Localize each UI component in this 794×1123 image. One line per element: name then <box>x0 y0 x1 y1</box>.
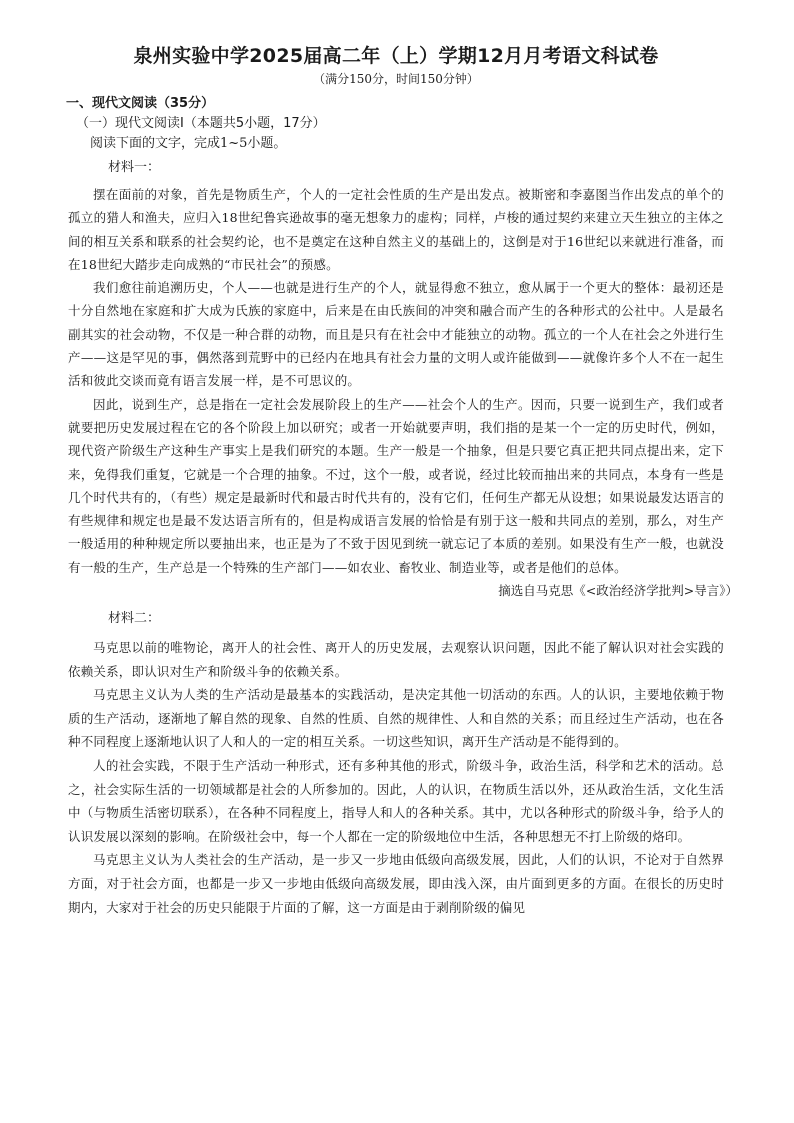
subsection-heading: （一）现代文阅读Ⅰ（本题共5小题，17分） <box>76 116 326 131</box>
exam-subtitle: （满分150分，时间150分钟） <box>313 72 479 86</box>
material-one-label: 材料一： <box>108 160 161 175</box>
reading-instruction: 阅读下面的文字，完成1~5小题。 <box>90 136 287 151</box>
material-one <box>68 159 738 602</box>
material-one-source: 摘选自马克思《<政治经济学批判>导言》） <box>498 583 738 599</box>
material-two-label: 材料二： <box>108 611 161 627</box>
material-one-paragraph: 摆在面前的对象，首先是物质生产，个人的一定社会性质的生产是出发点。被斯密和李嘉图当作出发点的单个的孤立的猎人和渔夫，应归入18世纪鲁宾逊故事的毫无想象力的虚构；同样，卢梭的通过契约来建立天生独立的主体之间的相互关系和联系的社会契约论，也不是奠定在这种自然主义的基础上的，这倒是对于16世纪以来就进行准备，而在18世纪大踏步走向成熟的“市民社会”的预感。 <box>68 187 724 272</box>
material-two-paragraph: 马克思主义认为人类社会的生产活动，是一步又一步地由低级向高级发展，因此，人们的认识，不论对于自然界方面，对于社会方面，也都是一步又一步地由低级向高级发展，即由浅入深，由片面到更多的方面。在很长的历史时期内，大家对于社会的历史只能限于片面的了解，这一方面是由于剥削阶级的偏见 <box>68 852 724 915</box>
material-one-paragraph: 因此，说到生产，总是指在一定社会发展阶段上的生产——社会个人的生产。因而，只要一说到生产，我们或者就要把历史发展过程在它的各个阶段上加以研究；或者一开始就要声明，我们指的是某一个一定的历史时代，例如，现代资产阶级生产这种生产事实上是我们研究的本题。生产一般是一个抽象，但是只要它真正把共同点提出来，定下来，免得我们重复，它就是一个合理的抽象。不过，这个一般，或者说，经过比较而抽出来的共同点，本身有一些是几个时代共有的，（有些）规定是最新时代和最古时代共有的，没有它们，任何生产都无从设想；如果说最发达语言的有些规律和规定也是最不发达语言所有的，但是构成语言发展的恰恰是有别于这一般和共同点的差别，那么，对生产一般适用的种种规定所以要抽出来，也正是为了不致于因见到统一就忘记了本质的差别。如果没有生产一般，也就没有一般的生产，生产总是一个特殊的生产部门——如农业、畜牧业、制造业等，或者是他们的总体。 <box>68 396 724 575</box>
material-two-paragraph: 人的社会实践，不限于生产活动一种形式，还有多种其他的形式，阶级斗争，政治生活，科学和艺术的活动。总之，社会实际生活的一切领域都是社会的人所参加的。因此，人的认识，在物质生活以外，还从政治生活，文化生活中（与物质生活密切联系），在各种不同程度上，指导人和人的各种关系。其中，尤以各种形式的阶级斗争，给予人的认识发展以深刻的影响。在阶级社会中，每一个人都在一定的阶级地位中生活，各种思想无不打上阶级的烙印。 <box>68 758 724 844</box>
exam-title: 泉州实验中学2025届高二年（上）学期12月月考语文科试卷 <box>133 45 659 67</box>
material-two <box>68 610 724 919</box>
material-two-paragraph: 马克思主义认为人类的生产活动是最基本的实践活动，是决定其他一切活动的东西。人的认识，主要地依赖于物质的生产活动，逐渐地了解自然的现象、自然的性质、自然的规律性、人和自然的关系；而且经过生产活动，也在各种不同程度上逐渐地认识了人和人的一定的相互关系。一切这些知识，离开生产活动是不能得到的。 <box>68 687 724 750</box>
section-heading: 一、现代文阅读（35分） <box>66 96 215 111</box>
material-one-paragraph: 我们愈往前追溯历史，个人——也就是进行生产的个人，就显得愈不独立，愈从属于一个更大的整体：最初还是十分自然地在家庭和扩大成为氏族的家庭中，后来是在由氏族间的冲突和融合而产生的各种形式的公社中。人是最名副其实的社会动物，不仅是一种合群的动物，而且是只有在社会中才能独立的动物。孤立的一个人在社会之外进行生产——这是罕见的事，偶然落到荒野中的已经内在地具有社会力量的文明人或许能做到——就像许多个人不在一起生活和彼此交谈而竟有语言发展一样，是不可思议的。 <box>68 280 724 389</box>
material-two-paragraph: 马克思以前的唯物论，离开人的社会性、离开人的历史发展，去观察认识问题，因此不能了解认识对社会实践的依赖关系，即认识对生产和阶级斗争的依赖关系。 <box>68 640 724 679</box>
